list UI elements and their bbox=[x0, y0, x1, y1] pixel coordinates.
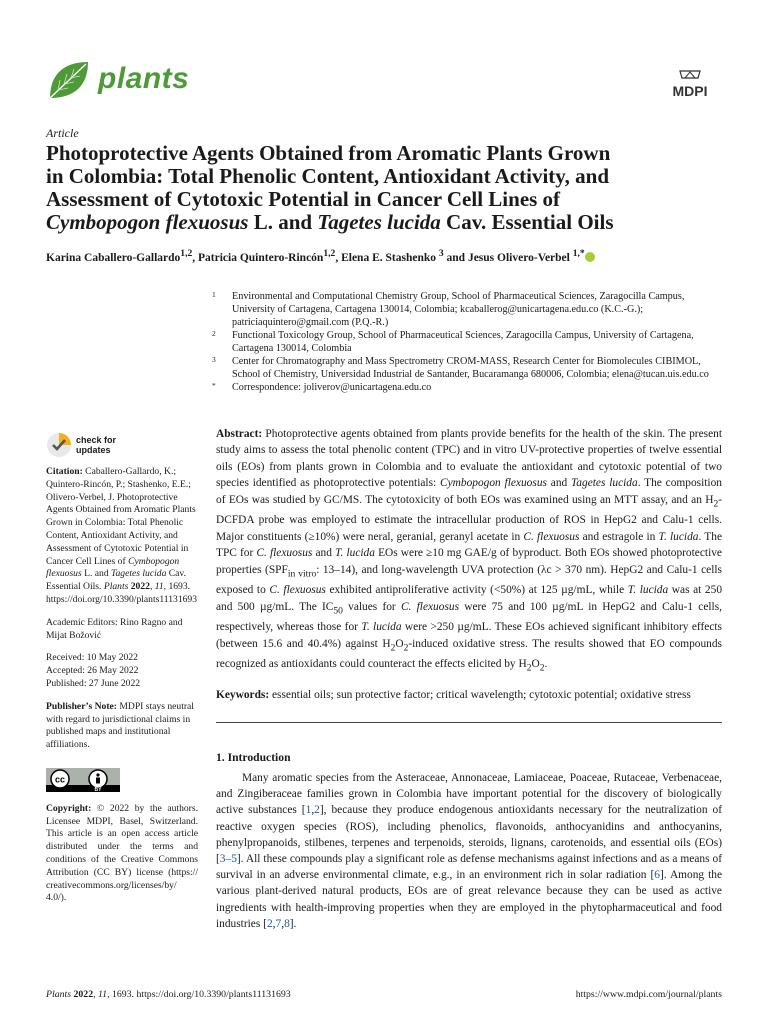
author-name[interactable]: Karina Caballero-Gallardo bbox=[46, 251, 181, 264]
keywords: Keywords: essential oils; sun protective factor; critical wavelength; cytotoxic potential; oxidative stress bbox=[216, 689, 691, 702]
author-name[interactable]: Patricia Quintero-Rincón bbox=[198, 251, 324, 264]
author-list: Karina Caballero-Gallardo$^{1,2}$, Patricia Quintero-Rincón$^{1,2}$, Elena E. Stashenko $^3$ and Jesus Olivero-Verbel $^{1,*}$ bbox=[46, 248, 736, 264]
title-line: Assessment of Cytotoxic Potential in Cancer Cell Lines of bbox=[46, 187, 561, 211]
footer-citation: Plants 2022, 11, 1693. https://doi.org/10.3390/plants11131693 bbox=[46, 989, 291, 1000]
article-type: Article bbox=[46, 126, 79, 140]
article-sidebar bbox=[46, 432, 198, 915]
citation-link[interactable]: 2 bbox=[314, 804, 320, 817]
section-divider bbox=[216, 722, 722, 723]
academic-editors: Academic Editors: Rino Ragno and Mijat Božović bbox=[46, 616, 183, 641]
mdpi-logo-text: MDPI bbox=[672, 83, 708, 99]
affiliation-item: 3 Center for Chromatography and Mass Spectrometry CROM-MASS, Research Center for Biomolecules CIBIMOL, School of Chemistry, Universidad Industrial de Santander, Bucaramanga 680006, Colombia; elena@tucan.uis.edu.co bbox=[212, 355, 709, 380]
affiliation-item: * Correspondence: joliverov@unicartagena.edu.co bbox=[212, 381, 432, 393]
mdpi-logo-icon bbox=[664, 69, 716, 101]
affiliations bbox=[212, 290, 724, 394]
citation-link[interactable]: 1 bbox=[305, 804, 312, 817]
citation-link[interactable]: 2 bbox=[266, 917, 273, 930]
abstract-section bbox=[216, 426, 722, 704]
copyright: Copyright: © 2022 by the authors. Licensee MDPI, Basel, Switzerland. This article is an open access article distributed under the terms and conditions of the Creative Commons Attribution (CC BY) license (https:// creativecommons.org/licenses/by/ 4.0/). bbox=[46, 802, 198, 904]
affiliation-item: 2 Functional Toxicology Group, School of Pharmaceutical Sciences, Zaragocilla Campus, University of Cartagena, Cartagena 130014, Colombia bbox=[212, 329, 694, 354]
footer-doi-link[interactable]: , 1693. https://doi.org/10.3390/plants11131693 bbox=[107, 989, 291, 1000]
citation-link[interactable]: 8 bbox=[284, 917, 290, 930]
footer-journal-link[interactable]: https://www.mdpi.com/journal/plants bbox=[575, 989, 722, 1000]
check-for-updates-button[interactable]: check for updates bbox=[46, 432, 198, 458]
orcid-icon[interactable] bbox=[585, 252, 595, 262]
author-name[interactable]: Jesus Olivero-Verbel bbox=[467, 251, 570, 264]
citation-link[interactable]: 7 bbox=[275, 917, 282, 930]
plants-logo-icon bbox=[46, 60, 90, 100]
journal-name: plants bbox=[98, 62, 190, 95]
author-name[interactable]: Elena E. Stashenko bbox=[341, 251, 436, 264]
affiliation-item: 1 Environmental and Computational Chemistry Group, School of Pharmaceutical Sciences, Zaragocilla Campus, University of Cartagena, Cartagena 130014, Colombia; kcaballerog@unicartagena.edu.co (K.C.-G.); patriciaquintero@gmail.com (P.Q.-R.) bbox=[212, 290, 685, 328]
species-name: Tagetes lucida bbox=[317, 210, 441, 234]
title-line: in Colombia: Total Phenolic Content, Antioxidant Activity, and bbox=[46, 164, 610, 188]
species-name: Cymbopogon flexuosus bbox=[46, 210, 249, 234]
title-line: Cymbopogon flexuosus L. and Tagetes lucida Cav. Essential Oils bbox=[46, 210, 614, 234]
cc-by-license-icon[interactable] bbox=[46, 768, 120, 792]
dates: Received: 10 May 2022 Accepted: 26 May 2022 Published: 27 June 2022 bbox=[46, 652, 141, 689]
svg-text:cc: cc bbox=[54, 774, 66, 785]
article-title bbox=[46, 142, 736, 234]
svg-text:BY: BY bbox=[94, 786, 102, 792]
citation: Citation: Caballero-Gallardo, K.; Quintero-Rincón, P.; Stashenko, E.E.; Olivero-Verbel, J. Photoprotective Agents Obtained from Aromatic Plants Grown in Colombia: Total Phenolic Content, Antioxidant Activity, and Assessment of Cytotoxic Potential in Cancer Cell Lines of Cymbopogon flexuosus L. and Tagetes lucida Cav. Essential Oils. Plants 2022, 11, 1693. https://doi.org/10.3390/plants11131693 bbox=[46, 466, 198, 605]
section-heading: 1. Introduction bbox=[216, 751, 291, 764]
check-updates-icon bbox=[46, 432, 72, 458]
citation-link[interactable]: 6 bbox=[654, 869, 660, 882]
doi-link[interactable]: , 1693. https://doi.org/10.3390/plants11131693 bbox=[46, 581, 198, 605]
title-line: Photoprotective Agents Obtained from Aromatic Plants Grown bbox=[46, 141, 611, 165]
introduction-body: Many aromatic species from the Asteraceae, Annonaceae, Lamiaceae, Poaceae, Rutaceae, Verbenaceae, and Zingiberaceae families grown in Colombia have important potential for the discovery of biologically active substances [1,2], because they produce endogenous antioxidants necessary for the neutralization of reactive oxygen species (ROS), including phenolics, flavonoids, anthocyanidins and anthocyanins, phenylpropanoids, stilbenes, terpenes and terpenoids, steroids, lignans, carotenoids, and essential oils (EOs) [3–5]. All these compounds play a significant role as defense mechanisms against infections and as a means of survival in an adverse environmental climate, e.g., in an environment rich in solar radiation [6]. Among the various plant-derived natural products, EOs are of great relevance because they can be used as active ingredients with health-improving properties when they are employed in the phytopharmaceutical and food industries [2,7,8]. bbox=[216, 772, 723, 930]
publisher-note: Publisher’s Note: MDPI stays neutral with regard to jurisdictional claims in published maps and institutional affiliations. bbox=[46, 700, 194, 751]
abstract-text: Abstract: Photoprotective agents obtained from plants provide benefits for the health of the skin. The present study aims to assess the total phenolic content (TPC) and in vitro UV-protective properties of twelve essential oils (EOs) from plants grown in Colombia and to evaluate the antioxidant and cytotoxic potential of two species identified as photoprotective potentials: Cymbopogon flexuosus and Tagetes lucida. The composition of EOs was studied by GC/MS. The cytotoxicity of both EOs was examined using an MTT assay, and an $H_2$-DCFDA probe was employed to estimate the intracellular production of ROS in HepG2 and Calu-1 cells. Major constituents (≥10%) were neral, geranial, geranyl acetate in C. flexuosus and estragole in T. lucida. The TPC for C. flexuosus and T. lucida EOs were ≥10 mg GAE/g of byproduct. Both EOs showed photoprotective properties ($SPF_{in vitro}$: 13–14), and long-wavelength UVA protection (λc > 370 nm). HepG2 and Calu-1 cells exposed to C. flexuosus exhibited antiproliferative activity (<50%) at 125 µg/mL, while T. lucida was at 250 and 500 µg/mL. The $IC_{50}$ values for C. flexuosus were 75 and 100 µg/mL in HepG2 and Calu-1 cells, respectively, whereas those for T. lucida were >250 µg/mL. These EOs achieved significant inhibitory effects (between 15.6 and 40.4%) against $H_2O_2$-induced oxidative stress. The results showed that EO compounds recognized as antioxidants could counteract the effects elicited by $H_2O_2$. bbox=[216, 428, 723, 674]
citation-link[interactable]: 3–5 bbox=[219, 853, 237, 866]
